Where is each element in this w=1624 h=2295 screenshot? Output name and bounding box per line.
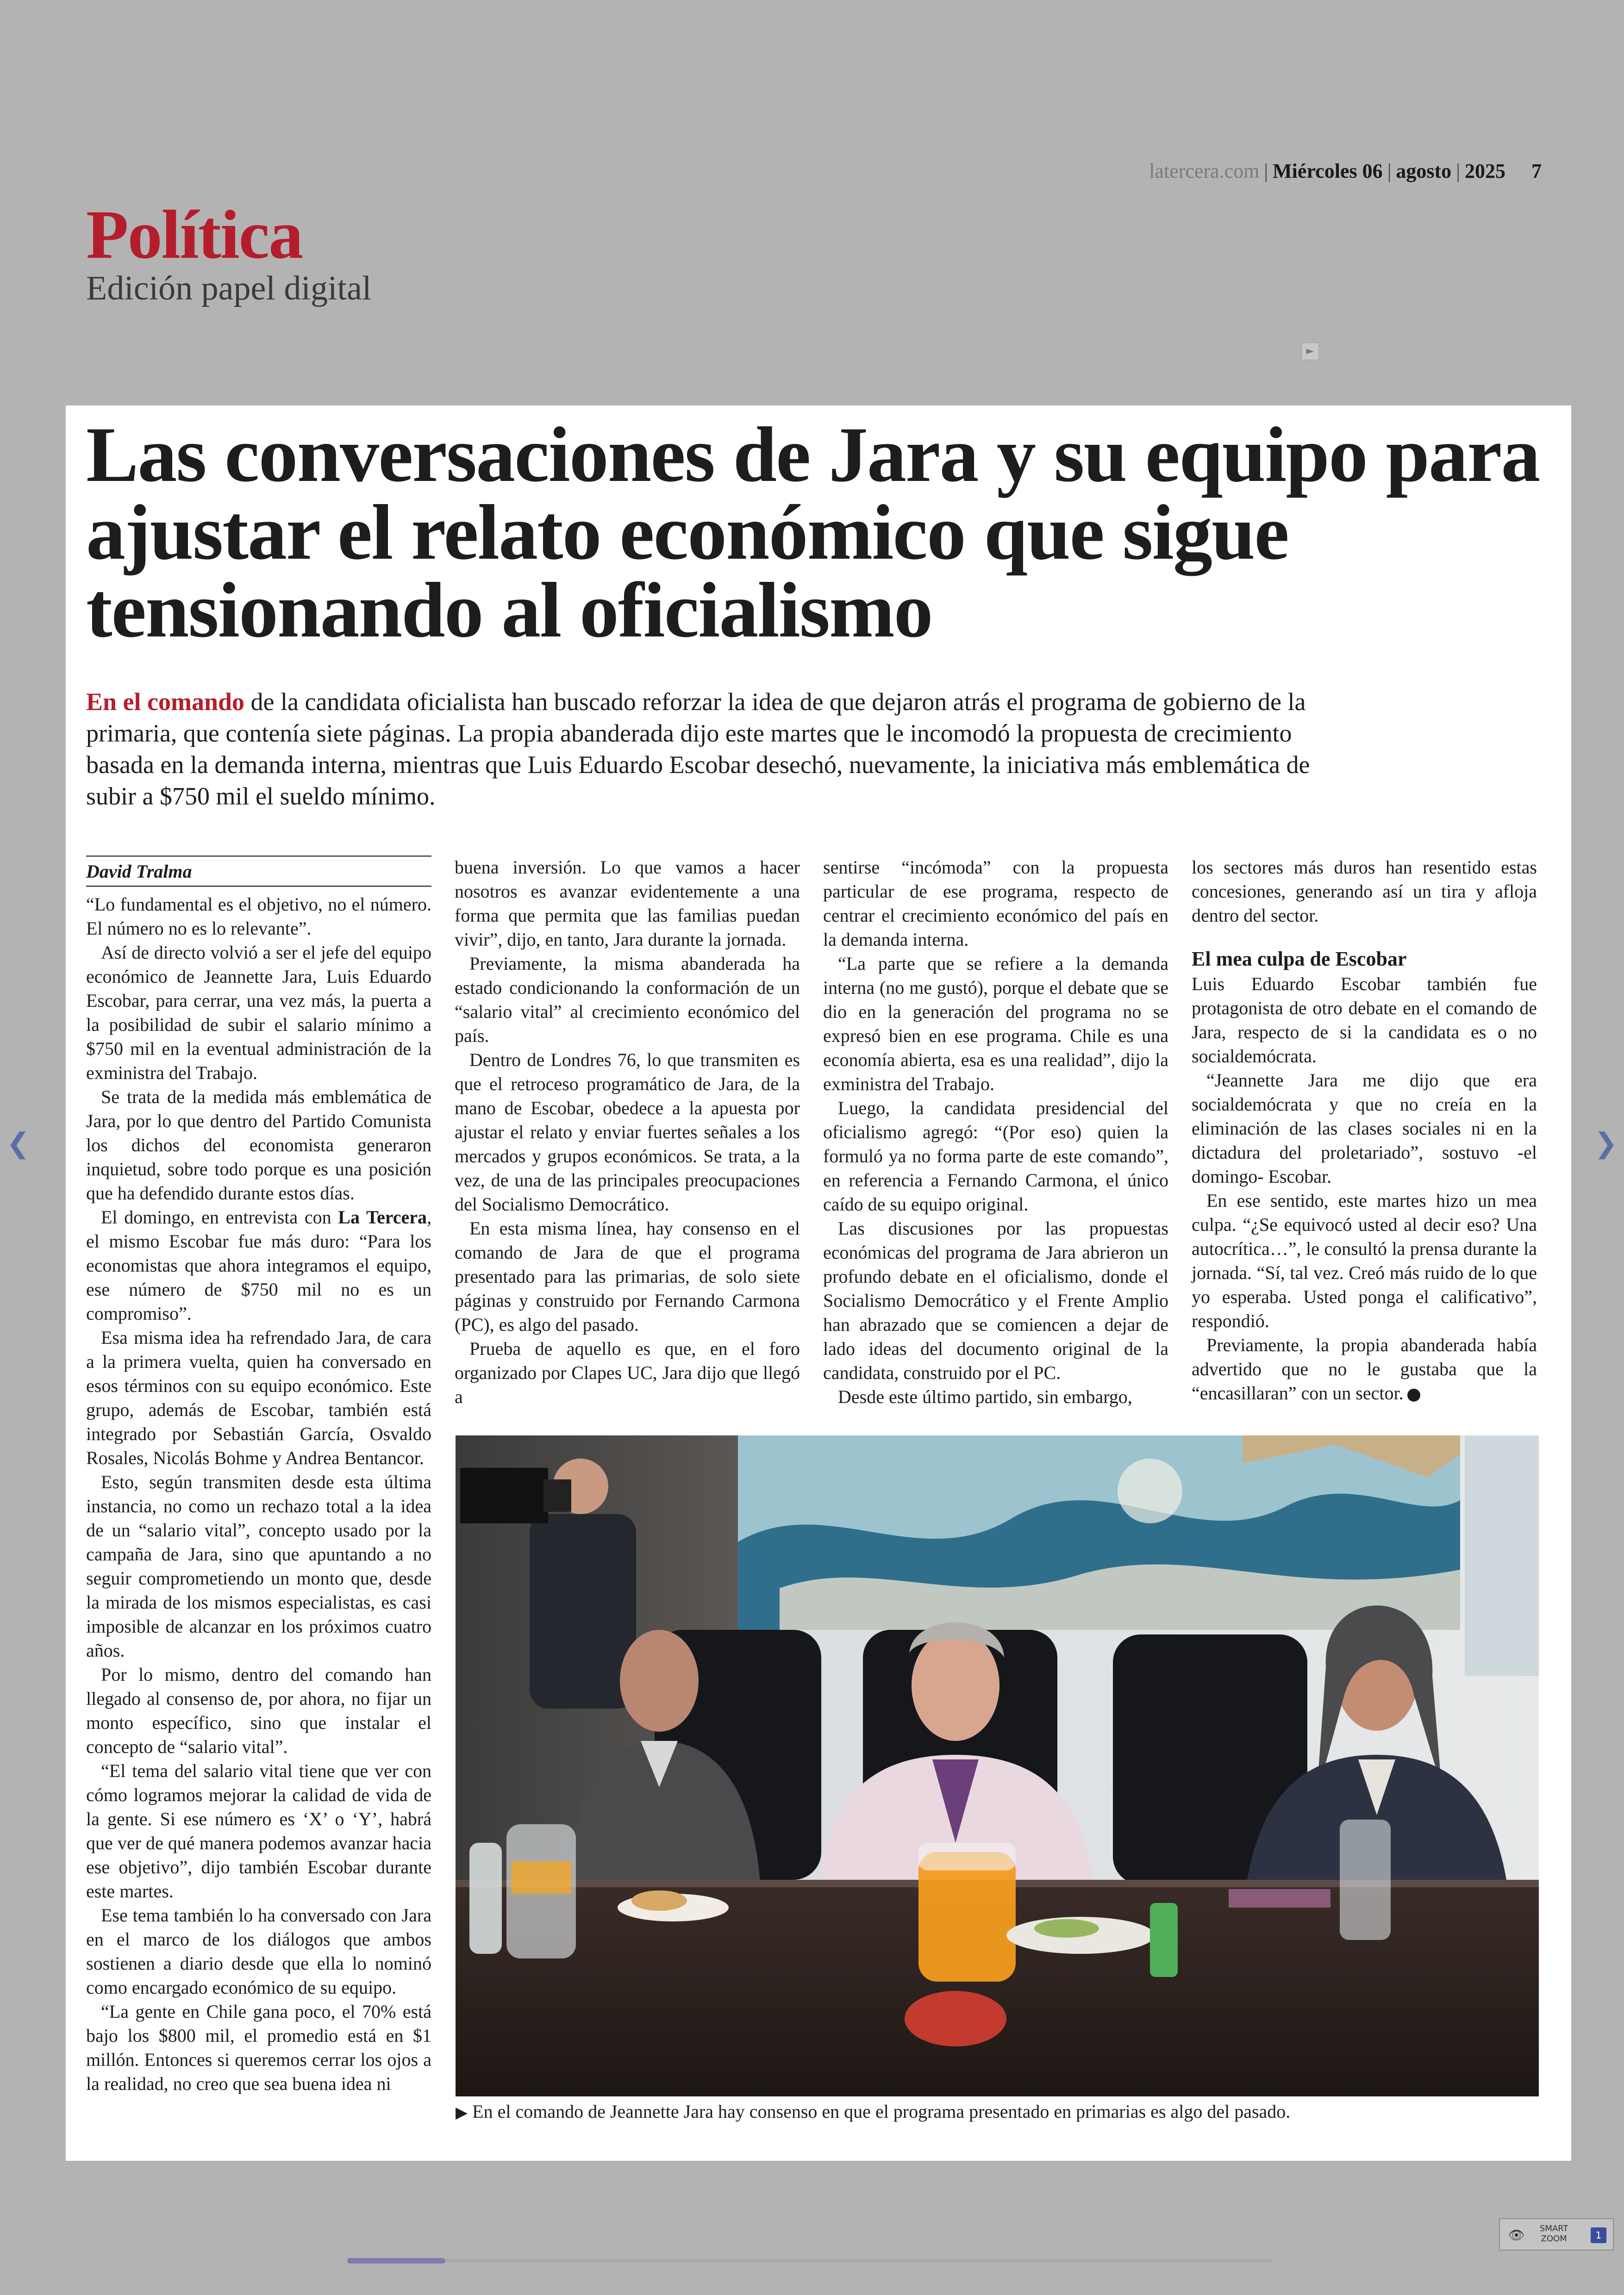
eye-icon: 👁 [1508, 2227, 1525, 2243]
paragraph: Prueba de aquello es que, en el foro organizado por Clapes UC, Jara dijo que llegó a [455, 1338, 800, 1407]
photo-caption: ▶ En el comando de Jeannette Jara hay consenso en que el programa presentado en primarias es algo del pasado. [456, 2101, 1291, 2122]
section-title: Política [86, 196, 303, 273]
page-number: 7 [1531, 160, 1542, 182]
masthead-month: agosto [1396, 160, 1452, 182]
paragraph: “Jeannette Jara me dijo que era socialdemócrata y que no creía en la eliminación de las clases sociales ni en la dictadura del proletariado”, sostuvo -el domingo- Escobar. [1192, 1070, 1537, 1187]
article-headline: Las conversaciones de Jara y su equipo para ajustar el relato económico que sigue tensionando al oficialismo [86, 411, 1540, 654]
article-photo [456, 1435, 1539, 2096]
paragraph: Luis Eduardo Escobar también fue protagonista de otro debate en el comando de Jara, respecto de si la candidata es o no socialdemócrata. [1192, 973, 1537, 1066]
masthead-site: latercera.com [1149, 160, 1260, 182]
paragraph: Se trata de la medida más emblemática de Jara, por lo que dentro del Partido Comunista los dichos del economista generaron inquietud, sobre todo porque es una posición que ha defendido durante estos días. [86, 1086, 431, 1204]
article-column-4 [1192, 855, 1537, 1405]
smart-zoom-label: SMART ZOOM [1540, 2224, 1568, 2244]
paragraph: En ese sentido, este martes hizo un mea culpa. “¿Se equivocó usted al decir eso? Una autocrítica…”, le consultó la prensa durante la jornada. “Sí, tal vez. Creó más ruido de lo que yo esperaba. Usted ponga el calificativo”, respondió. [1192, 1190, 1537, 1331]
page-progress-track[interactable] [347, 2259, 1273, 2263]
paragraph: Desde este último partido, sin embargo, [838, 1386, 1132, 1407]
lede-text: de la candidata oficialista han buscado reforzar la idea de que dejaron atrás el programa de gobierno de la primaria, que contenía siete páginas. La propia abanderada dijo este martes que le incomodó la propuesta de crecimiento basada en la demanda interna, mientras que Luis Eduardo Escobar desechó, nuevamente, la iniciativa más emblemática de subir a $750 mil el sueldo mínimo. [86, 688, 1310, 810]
chevron-left-icon[interactable]: ❮ [6, 1127, 30, 1160]
paragraph: Ese tema también lo ha conversado con Jara en el marco de los diálogos que ambos sostienen a diario desde que ella lo nominó como encargado económico de su equipo. [86, 1905, 431, 1998]
masthead: latercera.com | Miércoles 06 | agosto | 2025 7 [1149, 160, 1542, 182]
article-subhead: El mea culpa de Escobar [1192, 948, 1407, 970]
chevron-right-icon[interactable]: ❯ [1594, 1127, 1618, 1160]
paragraph: Previamente, la misma abanderada ha estado condicionando la conformación de un “salario vital” al crecimiento económico del país. [455, 953, 800, 1046]
paragraph: Las discusiones por las propuestas económicas del programa de Jara abrieron un profundo debate en el oficialismo, donde el Socialismo Democrático y el Frente Amplio han abrazado que se comiencen a dejar de lado ideas del documento original de la candidata, construido por el PC. [823, 1218, 1168, 1383]
paragraph: Así de directo volvió a ser el jefe del equipo económico de Jeannette Jara, Luis Eduardo Escobar, para cerrar, una vez más, la puerta a la posibilidad de subir el salario mínimo a $750 mil en la eventual administración de la exministra del Trabajo. [86, 942, 431, 1083]
paragraph: los sectores más duros han resentido estas concesiones, generando así un tira y afloja dentro del sector. [1192, 857, 1537, 926]
masthead-day: Miércoles 06 [1273, 160, 1383, 182]
paragraph: Dentro de Londres 76, lo que transmiten es que el retroceso programático de Jara, de la mano de Escobar, obedece a la apuesta por ajustar el relato y enviar fuertes señales a los mercados y grupos económicos. Se trata, a la vez, de una de las principales preocupaciones del Socialismo Democrático. [455, 1049, 800, 1215]
article-lede [86, 686, 1345, 812]
paragraph: “La parte que se refiere a la demanda interna (no me gustó), porque el debate que se dio en la generación del programa no se expresó bien en ese programa. Chile es una economía abierta, esa es una realidad”, dijo la exministra del Trabajo. [823, 953, 1168, 1094]
paragraph: Luego, la candidata presidencial del oficialismo agregó: “(Por eso) quien la formuló ya no forma parte de este comando”, en referencia a Fernando Carmona, el único caído de su equipo original. [823, 1098, 1168, 1215]
lede-lead: En el comando [86, 688, 245, 716]
smart-zoom-badge: 1 [1591, 2227, 1606, 2243]
masthead-year: 2025 [1465, 160, 1505, 182]
section-subtitle: Edición papel digital [86, 269, 372, 307]
article-column-3 [823, 855, 1168, 1409]
newspaper-name: La Tercera [338, 1207, 427, 1228]
article-column-1 [86, 855, 431, 2096]
play-marker-icon[interactable]: ► [1301, 343, 1319, 360]
paragraph: sentirse “incómoda” con la propuesta particular de ese programa, respecto de centrar el crecimiento económico del país en la demanda interna. [823, 857, 1168, 950]
article-column-2 [455, 855, 800, 1409]
end-mark-icon [1407, 1389, 1420, 1402]
paragraph: Esa misma idea ha refrendado Jara, de cara a la primera vuelta, quien ha conversado en esos términos con su equipo económico. Este grupo, además de Escobar, también está integrado por Sebastián García, Osvaldo Rosales, Nicolás Bohme y Andrea Bentancor. [86, 1327, 431, 1468]
byline: David Tralma [86, 855, 431, 887]
paragraph: En esta misma línea, hay consenso en el comando de Jara de que el programa presentado para las primarias, de solo siete páginas y construido por Fernando Carmona (PC), es algo del pasado. [455, 1218, 800, 1335]
paragraph: “El tema del salario vital tiene que ver con cómo logramos mejorar la calidad de vida de la gente. Si ese número es ‘X’ o ‘Y’, habrá que ver de qué manera podemos avanzar hacia ese objetivo”, dijo también Escobar durante este martes. [86, 1760, 431, 1902]
paragraph: Por lo mismo, dentro del comando han llegado al consenso de, por ahora, no fijar un monto específico, sino que instalar el concepto de “salario vital”. [86, 1664, 431, 1757]
paragraph: buena inversión. Lo que vamos a hacer nosotros es avanzar evidentemente a una forma que permita que las familias puedan vivir”, dijo, en tanto, Jara durante la jornada. [455, 857, 800, 950]
paragraph: “Lo fundamental es el objetivo, no el número. El número no es lo relevante”. [86, 894, 431, 939]
paragraph: Previamente, la propia abanderada había advertido que no le gustaba que la “encasillaran” con un sector. [1192, 1335, 1537, 1403]
page-progress-fill[interactable] [347, 2258, 445, 2264]
paragraph: “La gente en Chile gana poco, el 70% está bajo los $800 mil, el promedio está en $1 millón. Entonces si queremos cerrar los ojos a la realidad, no creo que sea buena idea ni [86, 2001, 431, 2094]
caption-triangle-icon: ▶ [456, 2104, 468, 2121]
newspaper-page [66, 405, 1571, 2161]
smart-zoom-button[interactable] [1499, 2218, 1614, 2251]
paragraph: El domingo, en entrevista con La Tercera, el mismo Escobar fue más duro: “Para los economistas que ahora integramos el equipo, ese número de $750 mil no es un compromiso”. [86, 1207, 431, 1324]
paragraph: Esto, según transmiten desde esta última instancia, no como un rechazo total a la idea de un “salario vital”, concepto usado por la campaña de Jara, sino que apuntando a no seguir comprometiendo un monto que, desde la mirada de los mismos especialistas, es casi imposible de alcanzar en los próximos cuatro años. [86, 1472, 431, 1661]
